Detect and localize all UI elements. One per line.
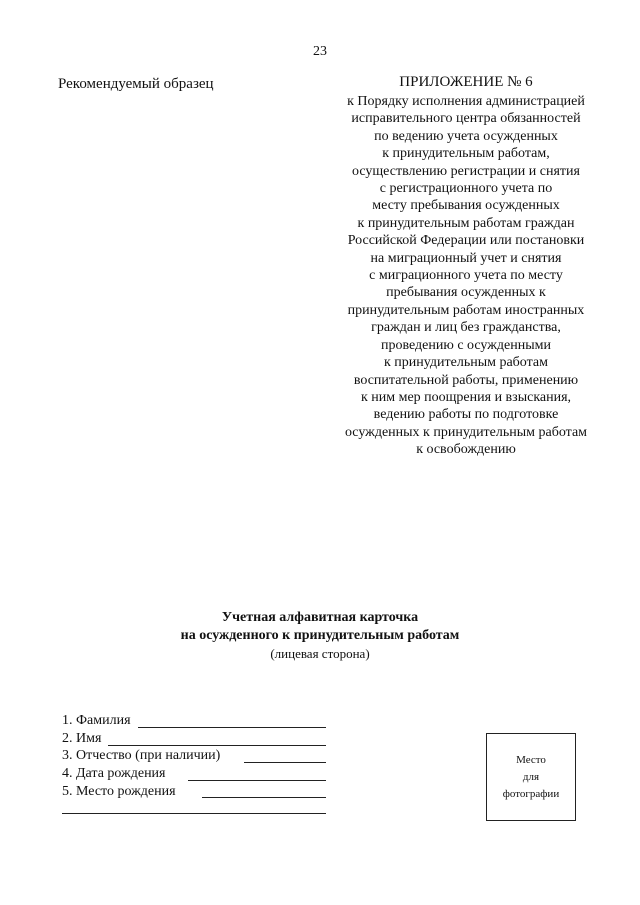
appendix-title: ПРИЛОЖЕНИЕ № 6 [399,74,533,90]
appendix-line: к ним мер поощрения и взыскания, [360,389,572,405]
patronymic-blank-line[interactable] [244,762,326,763]
appendix-line: на миграционный учет и снятия [370,250,562,266]
appendix-line: исправительного центра обязанностей [351,111,581,127]
name-label: 2. Имя [62,731,102,746]
birth-place-blank-line[interactable] [202,797,326,798]
appendix-line: с регистрационного учета по [379,181,553,197]
appendix-line: к принудительным работам [384,355,548,371]
birth-date-blank-line[interactable] [188,780,326,781]
appendix-line: воспитательной работы, применению [353,372,579,388]
appendix-line: граждан и лиц без гражданства, [371,320,561,336]
page-number: 23 [313,44,327,59]
appendix-description [320,93,612,459]
appendix-line: месту пребывания осужденных [372,198,560,214]
appendix-line: осужденных к принудительным работам [344,424,588,440]
name-blank-line[interactable] [108,745,326,746]
appendix-line: по ведению учета осужденных [374,128,558,144]
appendix-line: ведению работы по подготовке [373,407,559,423]
appendix-line: к принудительным работам, [382,146,550,162]
card-title-line-1: Учетная алфавитная карточка [221,610,419,625]
appendix-line: проведению с осужденными [381,337,551,353]
appendix-line: Российской Федерации или постановки [347,233,585,249]
birth-place-continuation-line[interactable] [62,813,326,814]
appendix-line: к принудительным работам граждан [357,215,575,231]
appendix-line: пребывания осужденных к [386,285,546,301]
photo-box-label-3: фотографии [502,787,560,800]
recommended-sample-label: Рекомендуемый образец [58,76,214,92]
photo-placeholder-box [486,733,576,821]
patronymic-label: 3. Отчество (при наличии) [62,748,221,763]
appendix-line: осуществлению регистрации и снятия [352,163,580,179]
card-title-line-2: на осужденного к принудительным работам [180,628,460,643]
photo-box-label-1: Место [516,753,546,766]
birth-date-label: 4. Дата рождения [62,766,166,781]
photo-box-label-2: для [522,770,540,783]
surname-blank-line[interactable] [138,727,326,728]
appendix-line: к освобождению [416,442,516,458]
appendix-line: с миграционного учета по месту [369,268,563,284]
card-subtitle: (лицевая сторона) [270,646,370,661]
appendix-line: к Порядку исполнения администрацией [347,94,585,109]
birth-place-label: 5. Место рождения [62,784,176,799]
surname-label: 1. Фамилия [62,713,131,728]
appendix-line: принудительным работам иностранных [347,302,585,318]
